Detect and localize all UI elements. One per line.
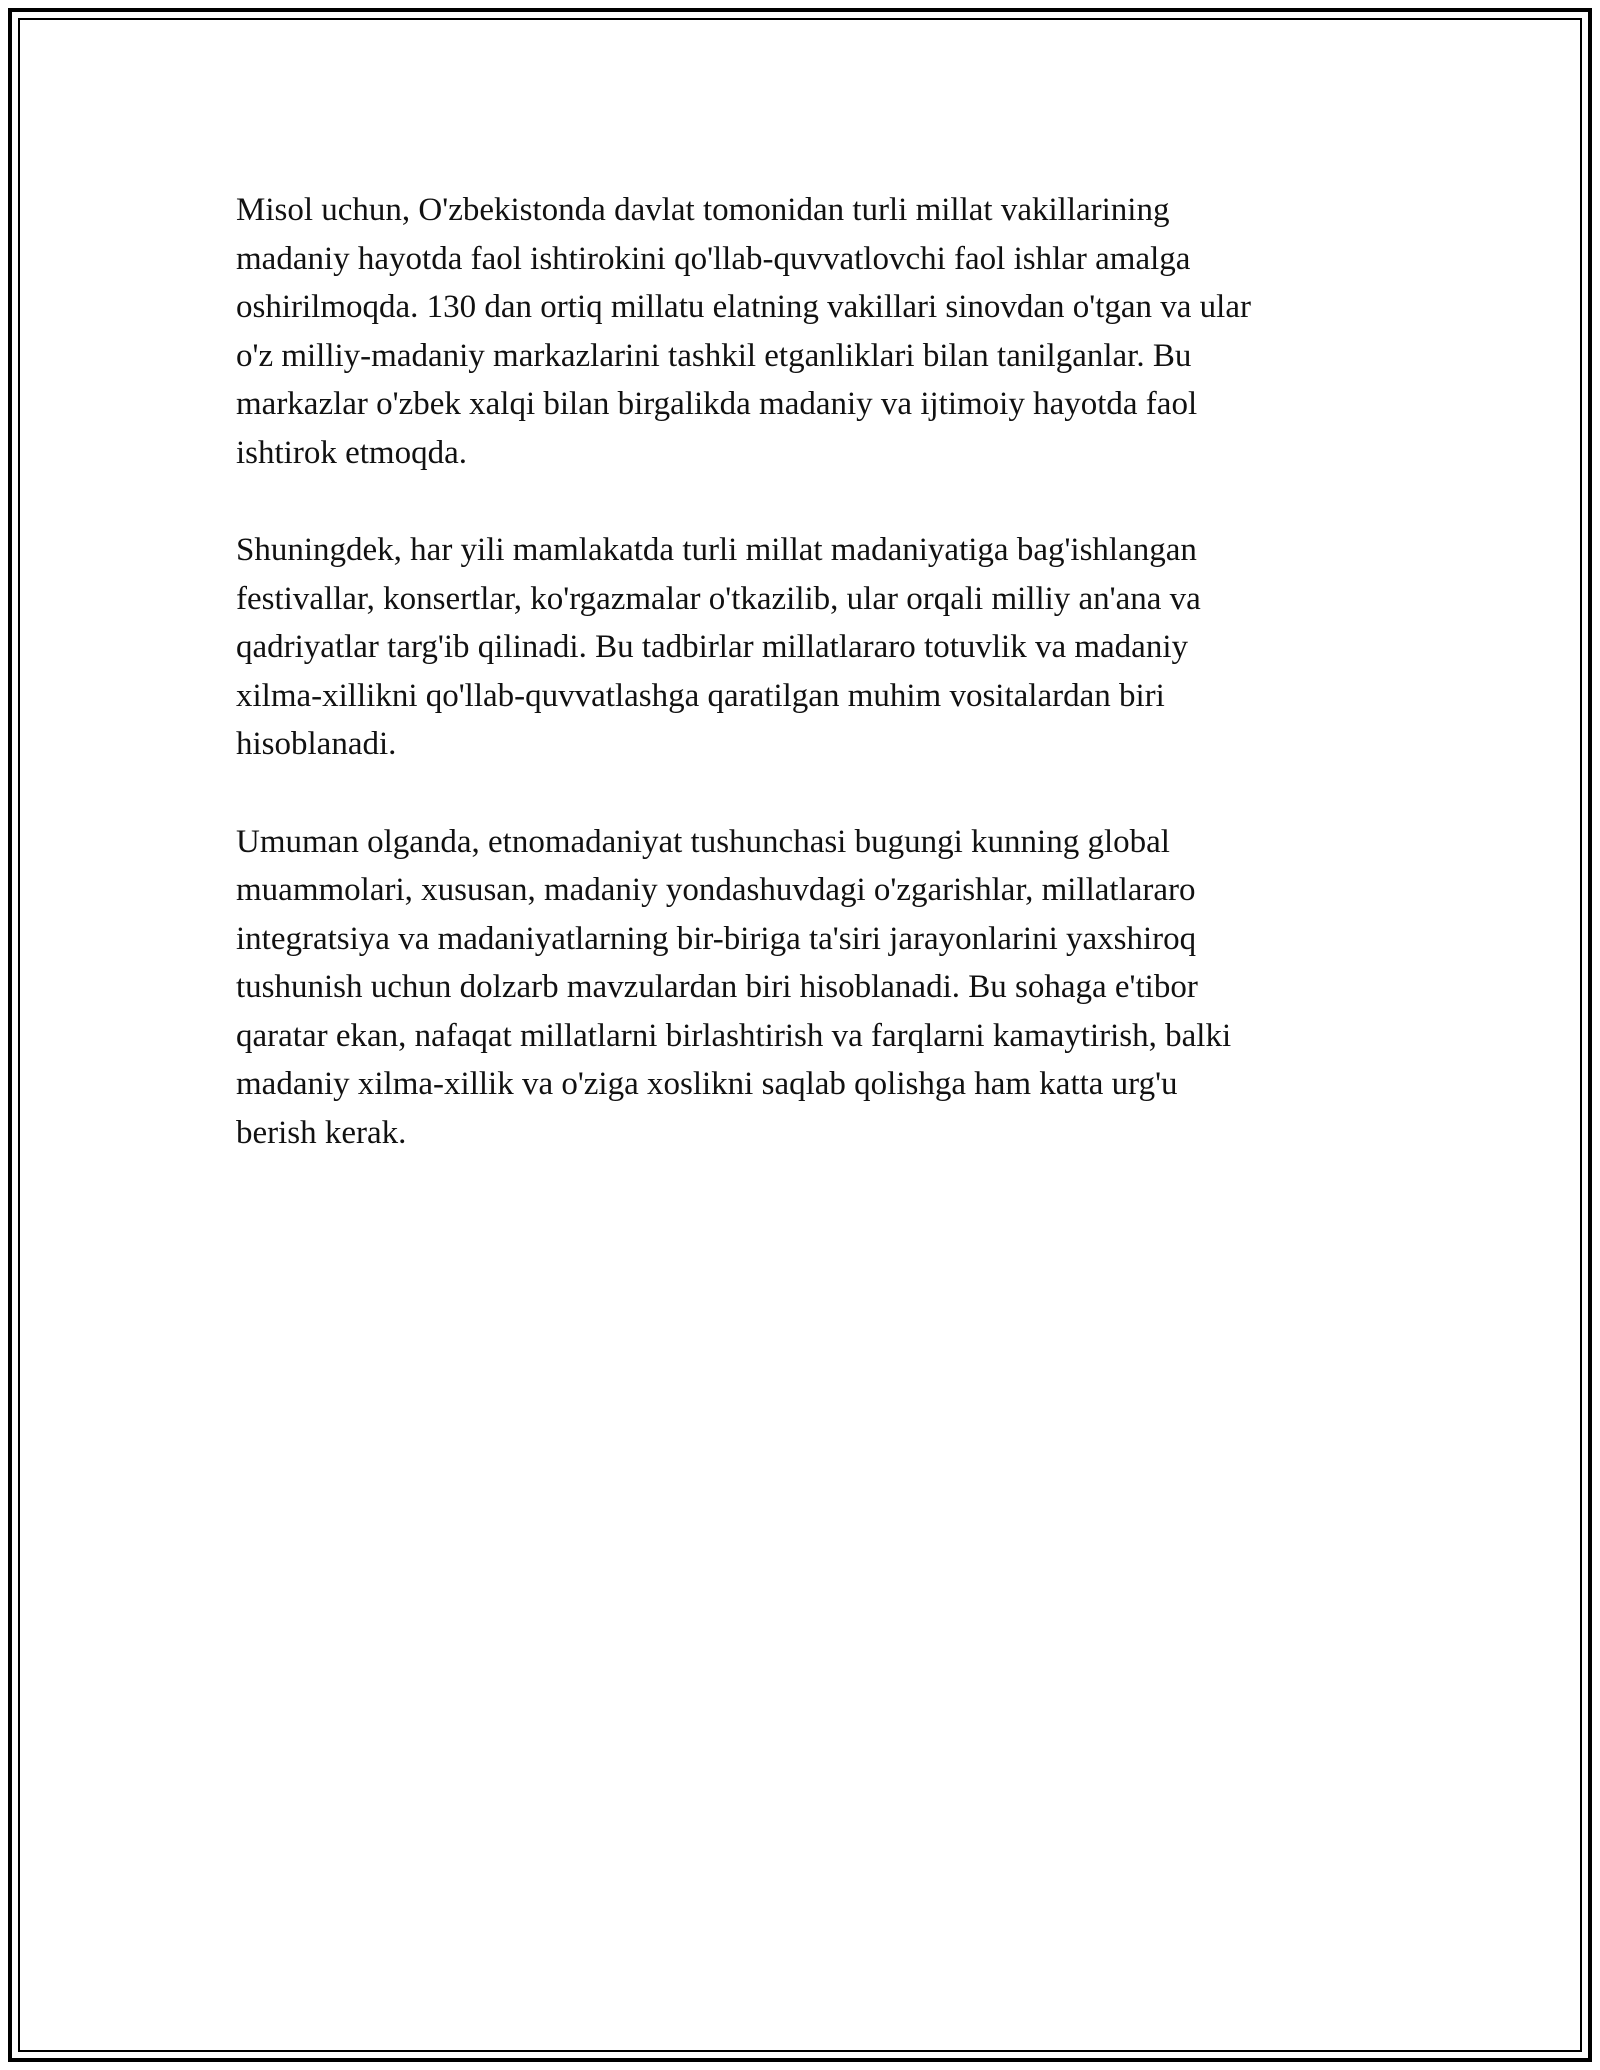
paragraph-1: Misol uchun, O'zbekistonda davlat tomonidan turli millat vakillarining madaniy hayotda faol ishtirokini qo'llab-quvvatlovchi faol ishlar amalga oshirilmoqda. 130 dan ortiq millatu elatning vakillari sinovdan o'tgan va ular o'z milliy-madaniy markazlarini tashkil etganliklari bilan tanilganlar. Bu markazlar o'zbek xalqi bilan birgalikda madaniy va ijtimoiy hayotda faol ishtirok etmoqda. [236, 192, 1251, 471]
paragraph-2: Shuningdek, har yili mamlakatda turli millat madaniyatiga bag'ishlangan festivallar, konsertlar, ko'rgazmalar o'tkazilib, ular orqali milliy an'ana va qadriyatlar targ'ib qilinadi. Bu tadbirlar millatlararo totuvlik va madaniy xilma-xillikni qo'llab-quvvatlashga qaratilgan muhim vositalardan biri hisoblanadi. [236, 532, 1201, 762]
document-body [236, 186, 1386, 1206]
paragraph-3: Umuman olganda, etnomadaniyat tushunchasi bugungi kunning global muammolari, xususan, madaniy yondashuvdagi o'zgarishlar, millatlararo integratsiya va madaniyatlarning bir-biriga ta'siri jarayonlarini yaxshiroq tushunish uchun dolzarb mavzulardan biri hisoblanadi. Bu sohaga e'tibor qaratar ekan, nafaqat millatlarni birlashtirish va farqlarni kamaytirish, balki madaniy xilma-xillik va o'ziga xoslikni saqlab qolishga ham katta urg'u berish kerak. [236, 823, 1232, 1151]
